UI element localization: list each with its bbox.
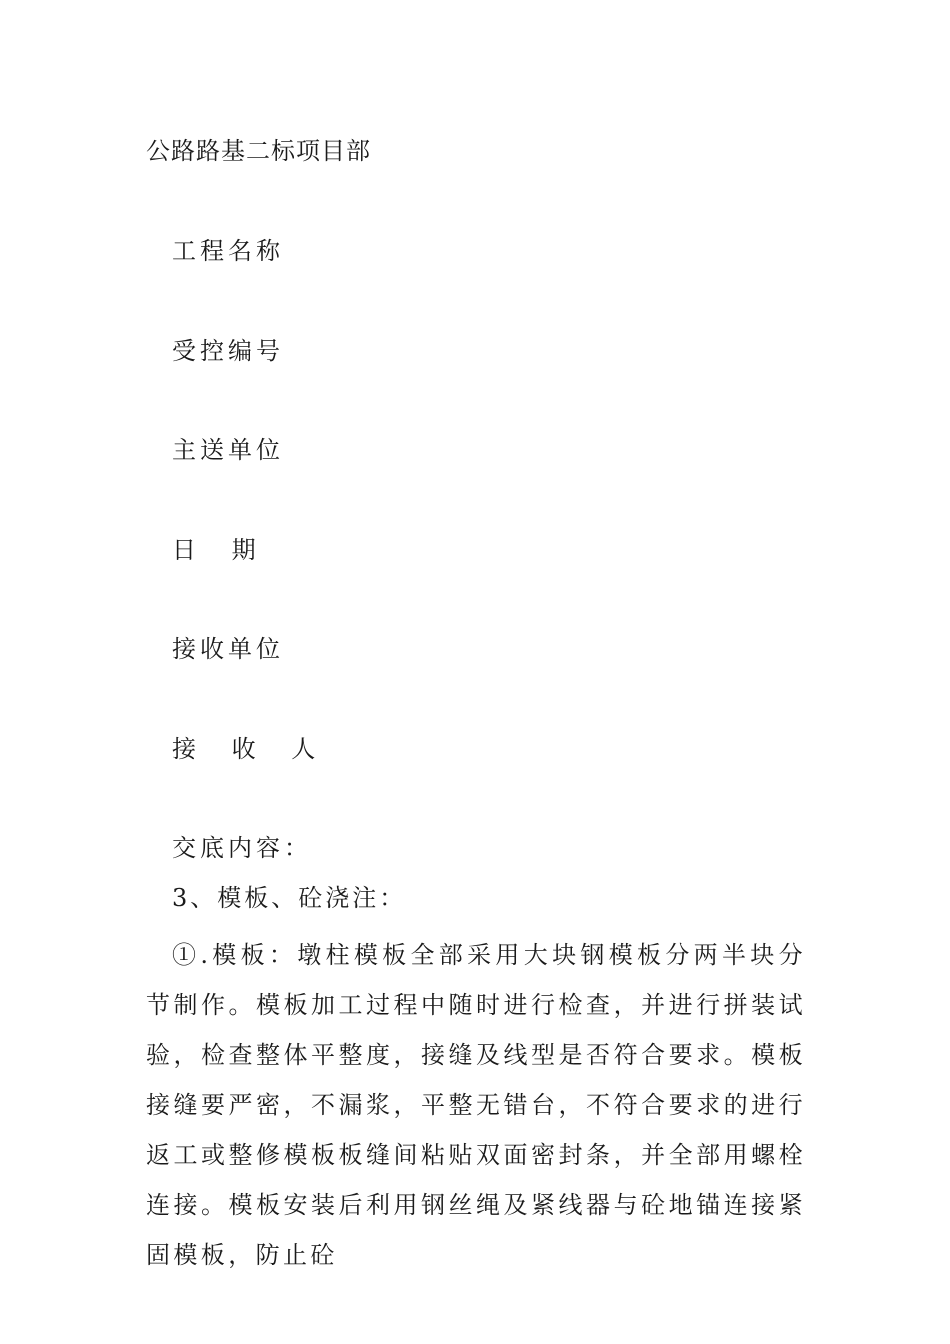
section-heading: 3、模板、砼浇注： xyxy=(172,884,407,912)
sender-unit-label: 主送单位 xyxy=(172,436,284,464)
project-name-label: 工程名称 xyxy=(172,237,284,265)
formwork-paragraph: ①.模板：墩柱模板全部采用大块钢模板分两半块分节制作。模板加工过程中随时进行检查，并进行拼装试验，检查整体平整度，接缝及线型是否符合要求。模板接缝要严密，不漏浆，平整无错台，不符合要求的进行返工或整修模板板缝间粘贴双面密封条，并全部用螺栓连接。模板安装后利用钢丝绳及紧线器与砼地锚连接紧固模板，防止砼 xyxy=(146,941,806,1269)
receiver-unit-label: 接收单位 xyxy=(172,635,284,663)
body-text xyxy=(146,930,806,1280)
document-title: 公路路基二标项目部 xyxy=(146,137,371,165)
control-number-label: 受控编号 xyxy=(172,337,284,365)
receiver-person-label: 接 收 人 xyxy=(172,735,330,763)
date-label: 日 期 xyxy=(172,536,270,564)
briefing-content-label: 交底内容： xyxy=(172,834,312,862)
